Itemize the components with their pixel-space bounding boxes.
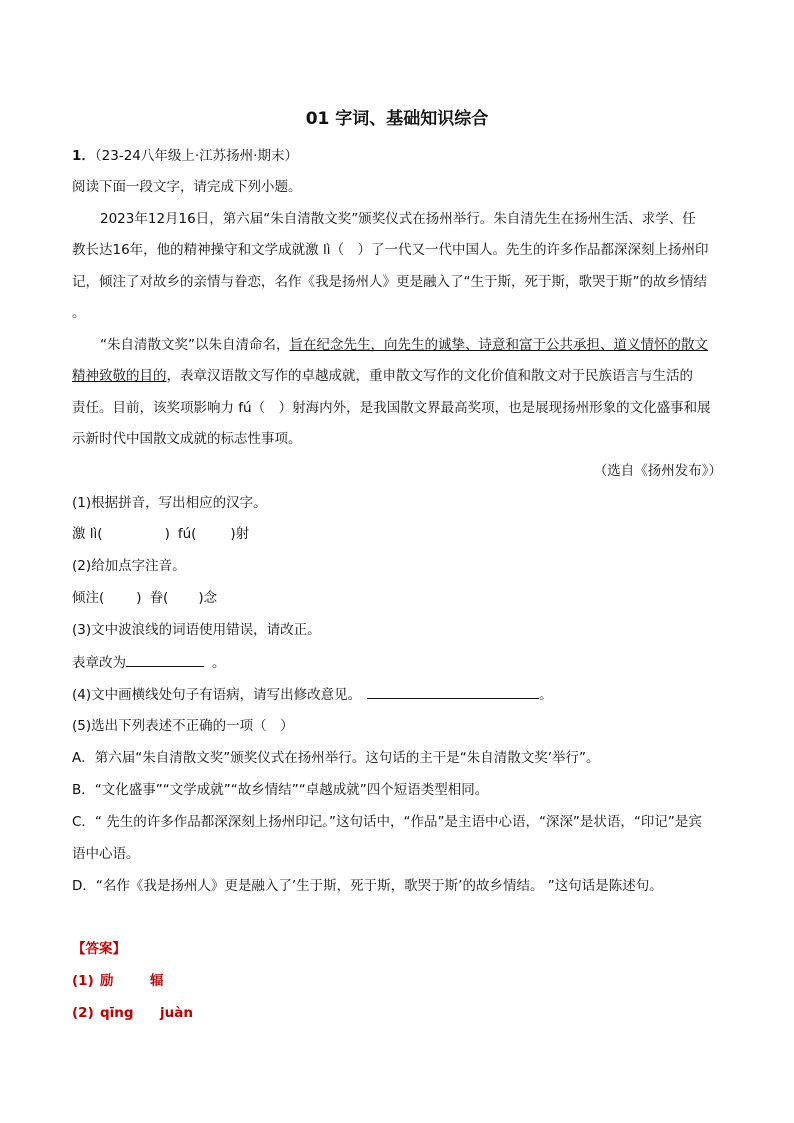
sub2-fill-line: [72, 588, 722, 608]
sub5-option-d[interactable]: D．“名作《我是扬州人》更是融入了’生于斯，死于斯，歌哭于斯’的故乡情结。 ”这句话是陈述句。: [72, 878, 663, 894]
underlined-sentence-part1: 旨在纪念先生，向先生的诚挚、诗意和富于公共承担、道义情怀的散文: [289, 337, 708, 353]
question-instruction: 阅读下面一段文字，请完成下列小题。: [72, 179, 302, 195]
sub1-prompt: (1)根据拼音，写出相应的汉字。: [72, 495, 267, 511]
sub1-fill-a-pre: 激 lì(: [72, 526, 103, 542]
sub4-answer-blank[interactable]: [367, 684, 539, 699]
passage-p1-line3: 记，倾注了对故乡的亲情与眷恋，名作《我是扬州人》更是融入了“生于斯，死于斯，歌哭于斯”的故乡情结: [72, 274, 707, 290]
sub2-fill-a-post: ): [136, 590, 142, 606]
sub3-prompt: (3)文中波浪线的词语使用错误，请改正。: [72, 622, 321, 638]
sub5-prompt: (5)选出下列表述不正确的一项（ ）: [72, 718, 294, 734]
answer-2-number: (2): [72, 1005, 94, 1021]
sub3-fill-pre: 表章改为: [72, 655, 126, 671]
passage-p1-line4: 。: [72, 305, 86, 321]
sub5-option-b[interactable]: B．“文化盛事”“文学成就”“故乡情结”“卓越成就”四个短语类型相同。: [72, 782, 489, 798]
sub2-fill-b-post: )念: [198, 590, 218, 606]
answer-2-second: juàn: [160, 1005, 193, 1021]
sub3-answer-blank[interactable]: [126, 652, 204, 667]
sub5-option-c-line1[interactable]: C．“ 先生的许多作品都深深刻上扬州印记。”这句话中，“作品”是主语中心语，“深深”是状语，“印记”是宾: [72, 814, 702, 830]
answer-1-first: 励: [100, 973, 114, 989]
sub2-prompt: (2)给加点字注音。: [72, 558, 186, 574]
sub4-prompt: (4)文中画横线处句子有语病，请写出修改意见。: [72, 687, 362, 703]
sub1-fill-b-post: )射: [230, 526, 250, 542]
answer-1-number: (1): [72, 973, 94, 989]
answer-2-first: qīng: [100, 1005, 134, 1021]
answer-1-line: [72, 971, 722, 991]
sub3-fill-line: [72, 652, 722, 673]
sub3-fill-post: 。: [212, 655, 226, 671]
passage-p1-line2: 教长达16年，他的精神操守和文学成就激 lì（ ）了一代又一代中国人。先生的许多作品都深深刻上扬州印: [72, 242, 709, 258]
answer-heading: 【答案】: [72, 941, 126, 957]
sub1-fill-b-pre: fú(: [177, 526, 197, 542]
passage-p2-line2-text: ，表章汉语散文写作的卓越成就，重申散文写作的文化价值和散文对于民族语言与生活的: [166, 368, 693, 384]
passage-p2-line3: 责任。目前，该奖项影响力 fú（ ）射海内外，是我国散文界最高奖项，也是展现扬州形象的文化盛事和展: [72, 400, 711, 416]
underlined-sentence-part2: 精神致敬的目的: [72, 368, 167, 384]
passage-p1-line1: 2023年12月16日，第六届“朱自清散文奖”颁奖仪式在扬州举行。朱自清先生在扬州生活、求学、任: [100, 211, 696, 227]
question-number: 1．: [72, 148, 95, 164]
sub1-fill-line: [72, 524, 722, 544]
passage-p2-line4: 示新时代中国散文成就的标志性事项。: [72, 431, 302, 447]
passage-p2-line1: [100, 335, 722, 355]
sub4-fill-post: 。: [539, 687, 553, 703]
sub5-option-a[interactable]: A．第六届“朱自清散文奖”颁奖仪式在扬州举行。这句话的主干是“朱自清散文奖’举行”。: [72, 750, 600, 766]
page-title: 01 字词、基础知识综合: [305, 109, 489, 129]
question-source: （23-24八年级上·江苏扬州·期末）: [94, 148, 298, 164]
answer-1-second: 辐: [150, 973, 164, 989]
sub4-line: [72, 684, 722, 705]
answer-2-line: [72, 1003, 722, 1023]
sub1-fill-a-post: ): [164, 526, 170, 542]
passage-citation: （选自《扬州发布》）: [593, 463, 722, 479]
sub5-option-c-line2: 语中心语。: [72, 846, 140, 862]
sub2-fill-b-pre: 眷(: [149, 590, 169, 606]
passage-p2-line2: [72, 366, 722, 386]
sub2-fill-a-pre: 倾注(: [72, 590, 105, 606]
question-header: [72, 146, 722, 166]
passage-p2-line1-text: “朱自清散文奖”以朱自清命名，: [100, 337, 290, 353]
